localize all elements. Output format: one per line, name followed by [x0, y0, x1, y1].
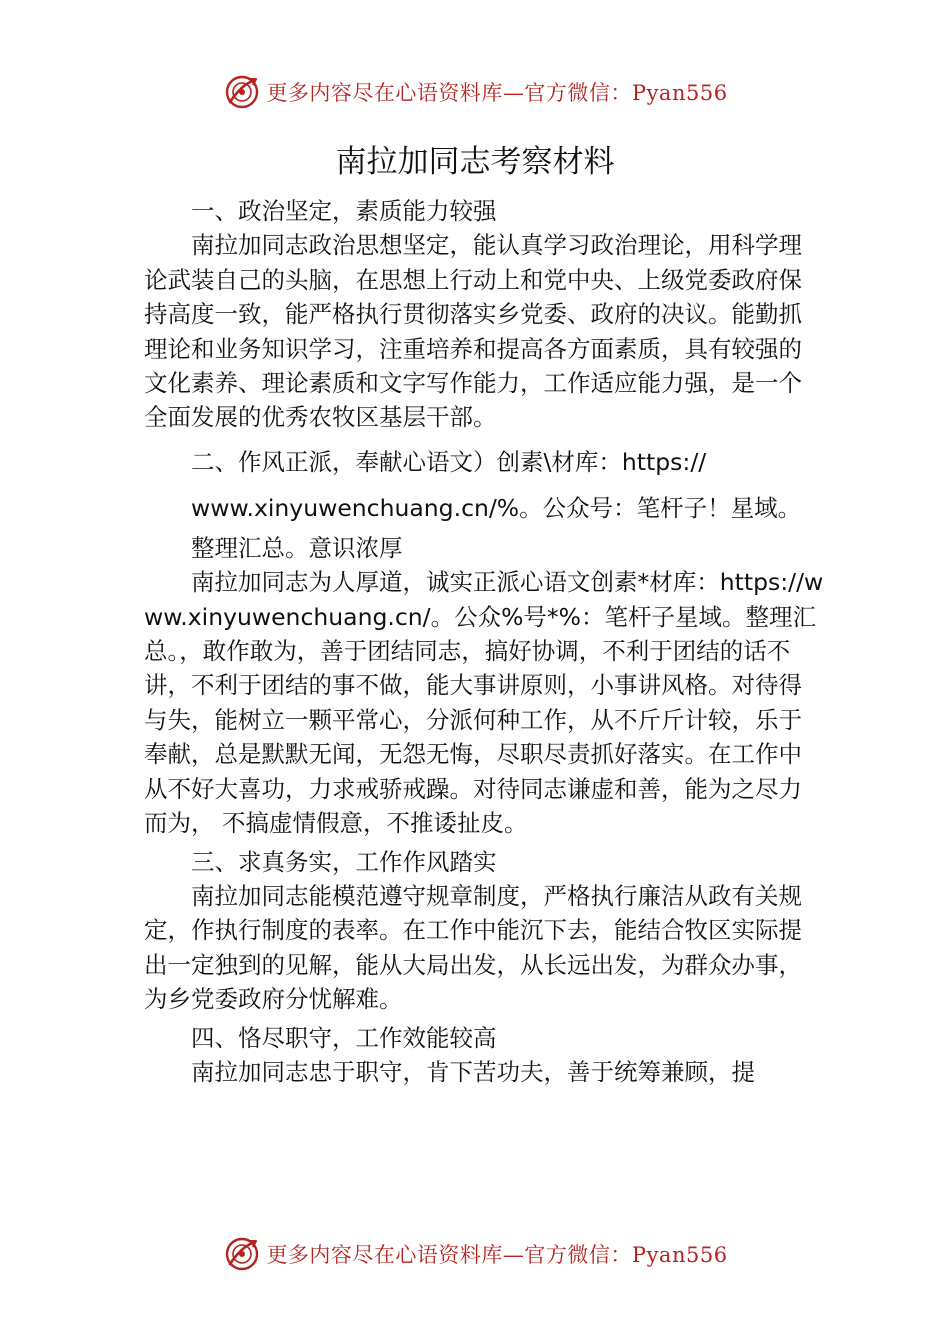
paragraph-4: 南拉加同志忠于职守，肯下苦功夫，善于统筹兼顾，提 — [191, 1057, 755, 1086]
paragraph-3: 南拉加同志能模范遵守规章制度，严格执行廉洁从政有关规定，作执行制度的表率。在工作中能沉下去，能结合牧区实际提出一定独到的见解，能从大局出发，从长远出发，为群众办事，为乡党委政府分忧解难。 — [144, 881, 802, 1014]
logo-icon — [222, 72, 262, 112]
heading-continuation-end: 整理汇总。意识浓厚 — [191, 533, 403, 562]
document-body — [144, 194, 824, 1089]
header-banner — [0, 70, 950, 114]
section-heading-4: 四、恪尽职守，工作效能较高 — [191, 1023, 497, 1052]
logo-icon — [222, 1234, 262, 1274]
paragraph-1: 南拉加同志政治思想坚定，能认真学习政治理论，用科学理论武装自己的头脑，在思想上行动上和党中央、上级党委政府保持高度一致，能严格执行贯彻落实乡党委、政府的决议。能勤抓理论和业务知识学习，注重培养和提高各方面素质，具有较强的文化素养、理论素质和文字写作能力，工作适应能力强，是一个全面发展的优秀农牧区基层干部。 — [144, 231, 802, 432]
section-heading-1: 一、政治坚定，素质能力较强 — [191, 197, 497, 225]
section-heading-3: 三、求真务实，工作作风踏实 — [191, 847, 497, 876]
paragraph-2: 南拉加同志为人厚道，诚实正派心语文创素*材库：https://www.xinyuwenchuang.cn/。公众%号*%：笔杆子星域。整理汇总。，敢作敢为，善于团结同志，搞好协调，不利于团结的话不讲，不利于团结的事不做，能大事讲原则，小事讲风格。对待得与失，能树立一颗平常心，分派何种工作，从不斤斤计较，乐于奉献，总是默默无闻，无怨无悔，尽职尽责抓好落实。在工作中从不好大喜功，力求戒骄戒躁。对待同志谦虚和善，能为之尽力而为， 不搞虚情假意，不推诿扯皮。 — [144, 568, 824, 838]
banner-text: 更多内容尽在心语资料库—官方微信：Pyan556 — [266, 81, 728, 105]
banner-text: 更多内容尽在心语资料库—官方微信：Pyan556 — [266, 1243, 728, 1267]
heading-continuation-url: www.xinyuwenchuang.cn/%。公众号：笔杆子！星域。 — [191, 493, 802, 522]
footer-banner — [0, 1232, 950, 1276]
document-title: 南拉加同志考察材料 — [335, 144, 615, 180]
section-heading-2: 二、作风正派，奉献心语文）创素\材库：https:// — [191, 447, 707, 476]
